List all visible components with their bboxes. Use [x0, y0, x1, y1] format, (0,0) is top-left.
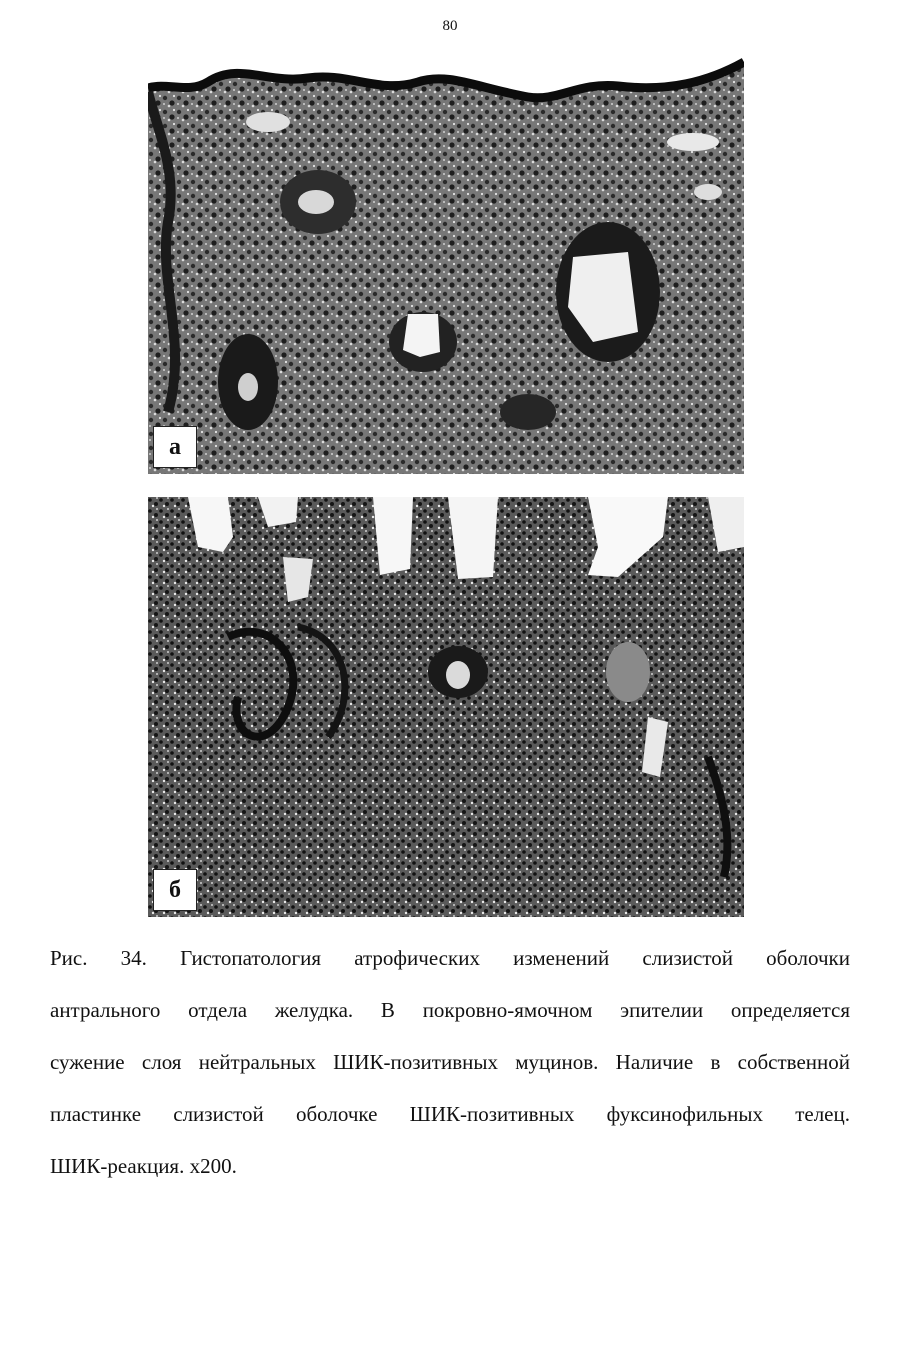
caption-line: ШИК-реакция. х200.: [50, 1154, 237, 1178]
panel-label-b: б: [153, 869, 197, 911]
figure-caption: [50, 932, 850, 1192]
caption-line: Рис. 34. Гистопатология атрофических изменений слизистой оболочки: [50, 946, 850, 970]
micrograph-b-image: [148, 497, 744, 917]
micrograph-a: [148, 52, 744, 474]
caption-line: пластинке слизистой оболочке ШИК-позитивных фуксинофильных телец.: [50, 1102, 850, 1126]
micrograph-a-image: [148, 52, 744, 474]
page-number: 80: [442, 18, 458, 34]
caption-line: сужение слоя нейтральных ШИК-позитивных муцинов. Наличие в собственной: [50, 1050, 850, 1074]
caption-line: антрального отдела желудка. В покровно-ямочном эпителии определяется: [50, 998, 850, 1022]
panel-label-a: а: [153, 426, 197, 468]
micrograph-b: [148, 497, 744, 917]
